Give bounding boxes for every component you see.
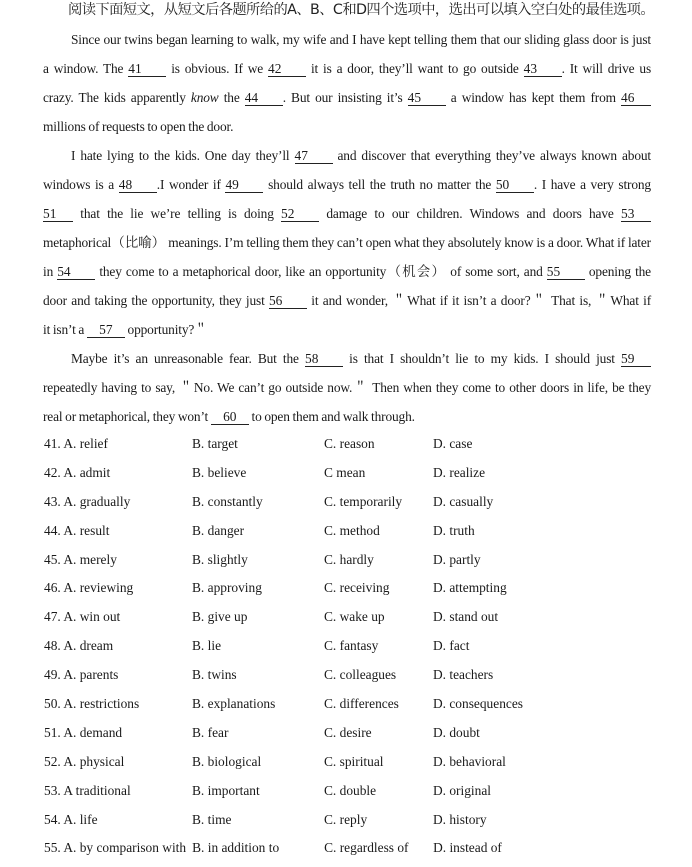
passage-text: and discover that everything they’ve always known about bbox=[332, 148, 651, 163]
blank-48: 48 bbox=[119, 178, 157, 193]
emphasized-word: know bbox=[190, 90, 219, 105]
passage-text: damage to our children. Windows and doors have bbox=[319, 206, 621, 221]
passage-text: the bbox=[218, 90, 245, 105]
option-b: B. constantly bbox=[192, 493, 263, 509]
option-c: C. double bbox=[324, 782, 377, 798]
passage-line bbox=[43, 315, 651, 344]
option-a: 46. A. reviewing bbox=[44, 580, 134, 596]
option-d: D. stand out bbox=[433, 609, 499, 625]
passage-text: opportunity?＂ bbox=[124, 322, 208, 337]
passage-text: is that I shouldn’t lie to my kids. I should just bbox=[343, 351, 622, 366]
blank-50: 50 bbox=[496, 178, 534, 193]
blank-54: 54 bbox=[57, 265, 95, 280]
option-a: 41. A. relief bbox=[44, 436, 108, 451]
option-c: C. spiritual bbox=[324, 753, 384, 769]
question-row bbox=[43, 781, 683, 810]
option-b: B. biological bbox=[192, 753, 262, 769]
option-a: 43. A. gradually bbox=[44, 493, 131, 509]
question-row bbox=[43, 578, 683, 607]
passage-line bbox=[43, 228, 651, 257]
passage-line bbox=[43, 257, 651, 286]
instruction-text: 阅读下面短文，从短文后各题所给的A、B、C和D四个选项中，选出可以填入空白处的最佳选项。 bbox=[68, 2, 655, 18]
option-c: C. wake up bbox=[324, 609, 385, 625]
passage-text: metaphorical（比喻） meanings. I’m telling them they can’t open what they absolutely know is a door. What if later bbox=[43, 235, 651, 250]
option-b: B. time bbox=[192, 811, 232, 827]
question-row bbox=[43, 607, 683, 636]
passage-text: it and wonder, ＂What if it isn’t a door?＂ That is, ＂What if bbox=[306, 293, 652, 308]
question-row bbox=[43, 810, 683, 839]
passage-line bbox=[43, 112, 651, 141]
passage-text: they come to a metaphorical door, like an opportunity（机会） of some sort, and bbox=[95, 264, 547, 279]
option-d: D. fact bbox=[433, 638, 470, 654]
passage-line bbox=[43, 373, 651, 402]
passage-text: opening the bbox=[584, 264, 651, 279]
option-d: D. original bbox=[433, 782, 492, 798]
blank-52: 52 bbox=[281, 207, 319, 222]
option-c: C. regardless of bbox=[324, 840, 409, 856]
blank-59: 59 bbox=[621, 352, 651, 367]
option-a: 55. A. by comparison with bbox=[44, 840, 187, 856]
blank-46: 46 bbox=[621, 91, 651, 106]
blank-56: 56 bbox=[269, 294, 307, 309]
blank-42: 42 bbox=[268, 62, 306, 77]
option-d: D. casually bbox=[433, 493, 494, 509]
passage-text: door and taking the opportunity, they just bbox=[43, 293, 269, 308]
passage-text: a window. The bbox=[43, 61, 129, 76]
question-row bbox=[43, 838, 683, 867]
option-d: D. instead of bbox=[433, 840, 502, 856]
passage-text: millions of requests to open the door. bbox=[43, 119, 234, 134]
passage-text: I hate lying to the kids. One day they’ll bbox=[71, 148, 295, 163]
option-c: C. differences bbox=[324, 696, 399, 712]
passage-text: a window has kept them from bbox=[445, 90, 621, 105]
option-d: D. behavioral bbox=[433, 753, 506, 769]
option-b: B. twins bbox=[192, 667, 237, 683]
blank-53: 53 bbox=[621, 207, 651, 222]
passage-text: in bbox=[43, 264, 58, 279]
answer-options bbox=[43, 434, 683, 867]
option-b: B. danger bbox=[192, 522, 245, 538]
passage-text: it isn’t a bbox=[43, 322, 87, 337]
option-b: B. approving bbox=[192, 580, 262, 596]
passage-line bbox=[43, 199, 651, 228]
passage-text: crazy. The kids apparently bbox=[43, 90, 191, 105]
passage-text: Since our twins began learning to walk, my wife and I have kept telling them that our sliding glass door is just bbox=[71, 32, 651, 47]
blank-51: 51 bbox=[43, 207, 73, 222]
blank-43: 43 bbox=[524, 62, 562, 77]
passage-line bbox=[43, 344, 651, 373]
option-c: C. fantasy bbox=[324, 638, 379, 654]
option-c: C. colleagues bbox=[324, 667, 397, 683]
blank-57: 57 bbox=[87, 323, 125, 338]
passage-text: is obvious. If we bbox=[166, 61, 269, 76]
passage-text: . It will drive us bbox=[561, 61, 652, 76]
question-row bbox=[43, 434, 683, 463]
question-row bbox=[43, 723, 683, 752]
option-d: D. partly bbox=[433, 551, 481, 567]
option-c: C. reply bbox=[324, 811, 368, 827]
blank-44: 44 bbox=[245, 91, 283, 106]
passage-line bbox=[43, 286, 651, 315]
passage-line bbox=[43, 25, 651, 54]
blank-45: 45 bbox=[408, 91, 446, 106]
passage-text: . I have a very strong bbox=[533, 177, 651, 192]
option-a: 42. A. admit bbox=[44, 464, 111, 480]
blank-60: 60 bbox=[211, 410, 249, 425]
question-row bbox=[43, 752, 683, 781]
option-b: B. fear bbox=[192, 724, 229, 740]
blank-55: 55 bbox=[547, 265, 585, 280]
question-row bbox=[43, 694, 683, 723]
passage-text: that the lie we’re telling is doing bbox=[73, 206, 282, 221]
question-row bbox=[43, 636, 683, 665]
option-d: D. truth bbox=[433, 522, 475, 538]
option-b: B. believe bbox=[192, 464, 247, 480]
option-c: C. temporarily bbox=[324, 493, 403, 509]
option-d: D. case bbox=[433, 436, 473, 451]
option-d: D. consequences bbox=[433, 696, 523, 712]
passage-line bbox=[43, 402, 651, 431]
option-c: C. reason bbox=[324, 436, 375, 451]
passage-line bbox=[43, 170, 651, 199]
passage-text: should always tell the truth no matter the bbox=[263, 177, 496, 192]
option-d: D. attempting bbox=[433, 580, 507, 596]
blank-47: 47 bbox=[295, 149, 333, 164]
option-a: 45. A. merely bbox=[44, 551, 117, 567]
option-a: 51. A. demand bbox=[44, 724, 123, 740]
option-a: 49. A. parents bbox=[44, 667, 119, 683]
option-a: 54. A. life bbox=[44, 811, 98, 827]
passage-text: Maybe it’s an unreasonable fear. But the bbox=[71, 351, 305, 366]
option-a: 53. A traditional bbox=[44, 782, 131, 798]
option-b: B. slightly bbox=[192, 551, 248, 567]
option-b: B. give up bbox=[192, 609, 248, 625]
passage-text: . But our insisting it’s bbox=[282, 90, 408, 105]
option-a: 50. A. restrictions bbox=[44, 696, 140, 712]
option-a: 47. A. win out bbox=[44, 609, 121, 625]
passage-text: .I wonder if bbox=[156, 177, 226, 192]
blank-41: 41 bbox=[128, 62, 166, 77]
option-c: C mean bbox=[324, 464, 366, 480]
question-row bbox=[43, 550, 683, 579]
passage-line bbox=[43, 141, 651, 170]
option-d: D. teachers bbox=[433, 667, 494, 683]
option-c: C. method bbox=[324, 522, 380, 538]
passage-line bbox=[43, 83, 651, 112]
option-a: 48. A. dream bbox=[44, 638, 114, 654]
passage-text: it is a door, they’ll want to go outside bbox=[306, 61, 524, 76]
option-b: B. target bbox=[192, 436, 238, 451]
passage-text: repeatedly having to say, ＂No. We can’t go outside now.＂ Then when they come to other doors in life, be they bbox=[43, 380, 651, 395]
blank-58: 58 bbox=[305, 352, 343, 367]
passage-text: to open them and walk through. bbox=[248, 409, 415, 424]
option-a: 44. A. result bbox=[44, 522, 110, 538]
passage bbox=[43, 25, 651, 431]
question-row bbox=[43, 665, 683, 694]
blank-49: 49 bbox=[225, 178, 263, 193]
option-b: B. lie bbox=[192, 638, 222, 654]
option-b: B. in addition to bbox=[192, 840, 280, 856]
option-a: 52. A. physical bbox=[44, 753, 125, 769]
question-row bbox=[43, 463, 683, 492]
option-d: D. history bbox=[433, 811, 487, 827]
option-b: B. explanations bbox=[192, 696, 276, 712]
option-d: D. realize bbox=[433, 464, 486, 480]
option-d: D. doubt bbox=[433, 724, 480, 740]
option-b: B. important bbox=[192, 782, 260, 798]
passage-text: windows is a bbox=[43, 177, 119, 192]
passage-text: real or metaphorical, they won’t bbox=[43, 409, 211, 424]
option-c: C. receiving bbox=[324, 580, 390, 596]
passage-line bbox=[43, 54, 651, 83]
question-row bbox=[43, 521, 683, 550]
option-c: C. desire bbox=[324, 724, 372, 740]
question-row bbox=[43, 492, 683, 521]
option-c: C. hardly bbox=[324, 551, 374, 567]
